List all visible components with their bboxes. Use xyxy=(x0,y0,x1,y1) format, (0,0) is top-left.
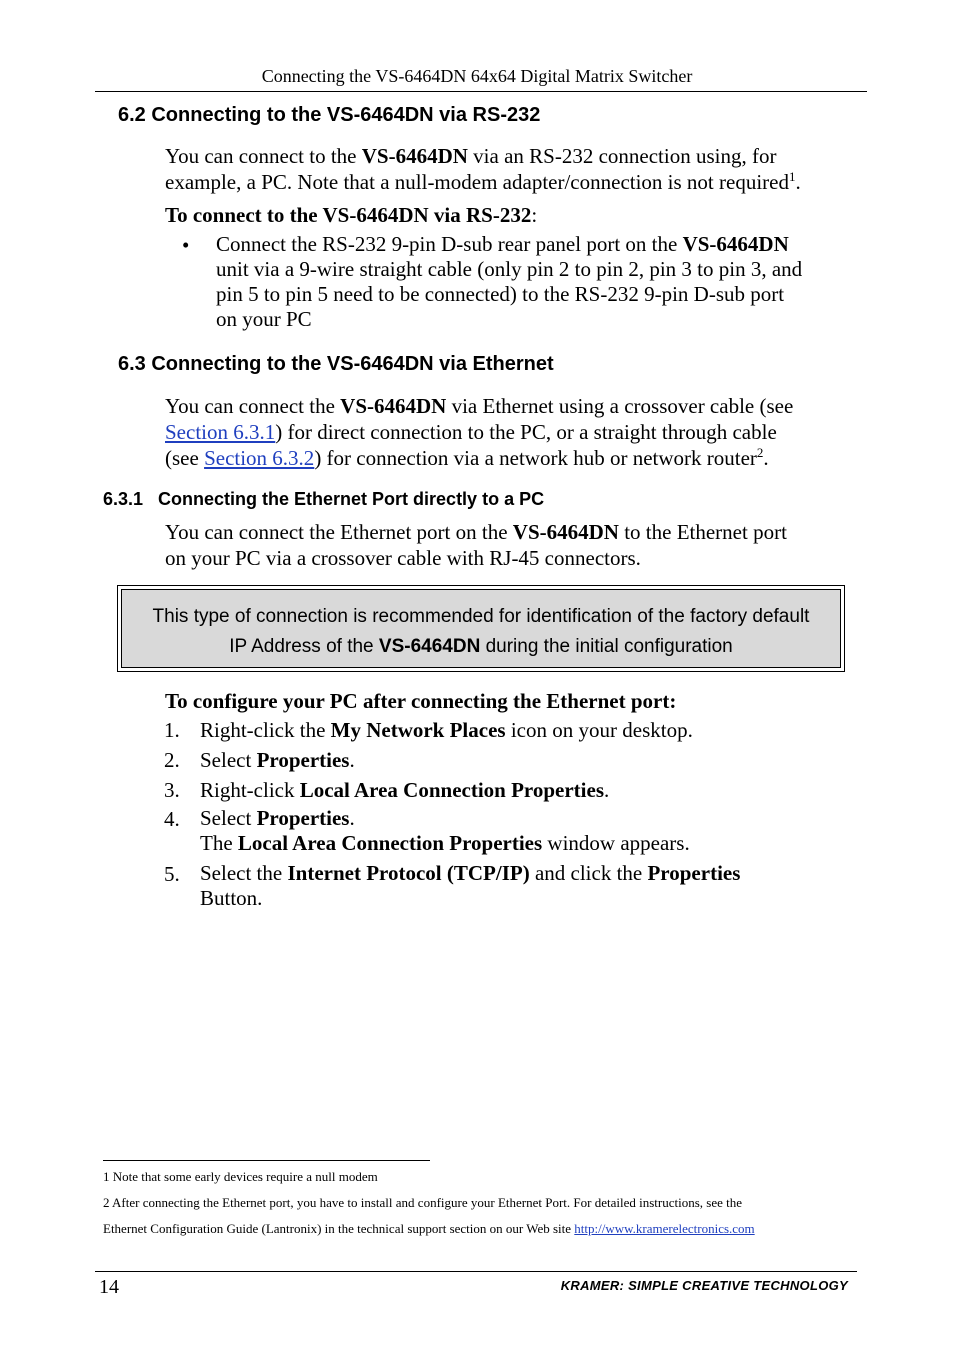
section-6-2-paragraph: You can connect to the VS-6464DN via an RS-232 connection using, for example, a PC. Note that a null-modem adapter/connection is not required$^1$. xyxy=(165,144,801,194)
footnote-ref-1[interactable]: 1 xyxy=(788,169,796,184)
header-rule xyxy=(95,91,867,92)
kramer-website-link[interactable]: http://www.kramerelectronics.com xyxy=(574,1221,755,1236)
configure-procedure-title: To configure your PC after connecting the Ethernet port: xyxy=(165,689,677,713)
section-6-3-1-paragraph: You can connect the Ethernet port on the VS-6464DN to the Ethernet port on your PC via a crossover cable with RJ-45 connectors. xyxy=(165,520,787,570)
footnote-1: 1 Note that some early devices require a null modem xyxy=(103,1169,378,1184)
footnote-ref-2[interactable]: 2 xyxy=(756,445,764,460)
section-6-3-heading: 6.3 Connecting to the VS-6464DN via Ethernet xyxy=(118,353,554,375)
running-header: Connecting the VS-6464DN 64x64 Digital Matrix Switcher xyxy=(261,66,693,86)
footer-tagline: KRAMER: SIMPLE CREATIVE TECHNOLOGY xyxy=(560,1278,848,1293)
step-4: Select Properties. The Local Area Connection Properties window appears. xyxy=(200,806,690,855)
footnote-2: 2 After connecting the Ethernet port, you have to install and configure your Ethernet Port. For detailed instructions, see the Ethernet Configuration Guide (Lantronix) in the technical support section on our Web site http://www.kramerelectronics.com xyxy=(103,1195,755,1236)
step-1: Right-click the My Network Places icon on your desktop. xyxy=(200,718,693,742)
step-number: 5. xyxy=(164,862,180,886)
step-2: Select Properties. xyxy=(200,748,355,772)
section-6-3-1-link[interactable]: Section 6.3.1 xyxy=(165,420,276,444)
bullet-symbol: • xyxy=(182,233,190,257)
section-6-2-heading: 6.2 Connecting to the VS-6464DN via RS-232 xyxy=(118,104,541,126)
step-number: 2. xyxy=(164,748,180,772)
note-box-content: This type of connection is recommended for identification of the factory default IP Address of the VS-6464DN during the initial configuration xyxy=(121,589,841,668)
footer-rule xyxy=(95,1271,857,1272)
rs232-bullet-item: Connect the RS-232 9-pin D-sub rear panel port on the VS-6464DN unit via a 9-wire straight cable (only pin 2 to pin 2, pin 3 to pin 3, and pin 5 to pin 5 need to be connected) to the RS-232 9-pin D-sub port on your PC xyxy=(216,232,803,331)
step-5: Select the Internet Protocol (TCP/IP) and click the Properties Button. xyxy=(200,861,741,910)
section-6-3-2-link[interactable]: Section 6.3.2 xyxy=(204,446,315,470)
step-3: Right-click Local Area Connection Properties. xyxy=(200,778,610,802)
footnote-separator xyxy=(103,1160,430,1161)
step-number: 4. xyxy=(164,807,180,831)
note-box xyxy=(117,585,845,672)
page-number: 14 xyxy=(99,1276,119,1298)
step-number: 3. xyxy=(164,778,180,802)
step-number: 1. xyxy=(164,718,180,742)
rs232-procedure-title: To connect to the VS-6464DN via RS-232: xyxy=(165,203,538,227)
section-6-3-paragraph: You can connect the VS-6464DN via Ethernet using a crossover cable (see Section 6.3.1) for direct connection to the PC, or a straight through cable (see Section 6.3.2) for connection via a network hub or network router$^2$. xyxy=(165,394,794,470)
section-6-3-1-heading: 6.3.1 Connecting the Ethernet Port directly to a PC xyxy=(103,489,545,509)
